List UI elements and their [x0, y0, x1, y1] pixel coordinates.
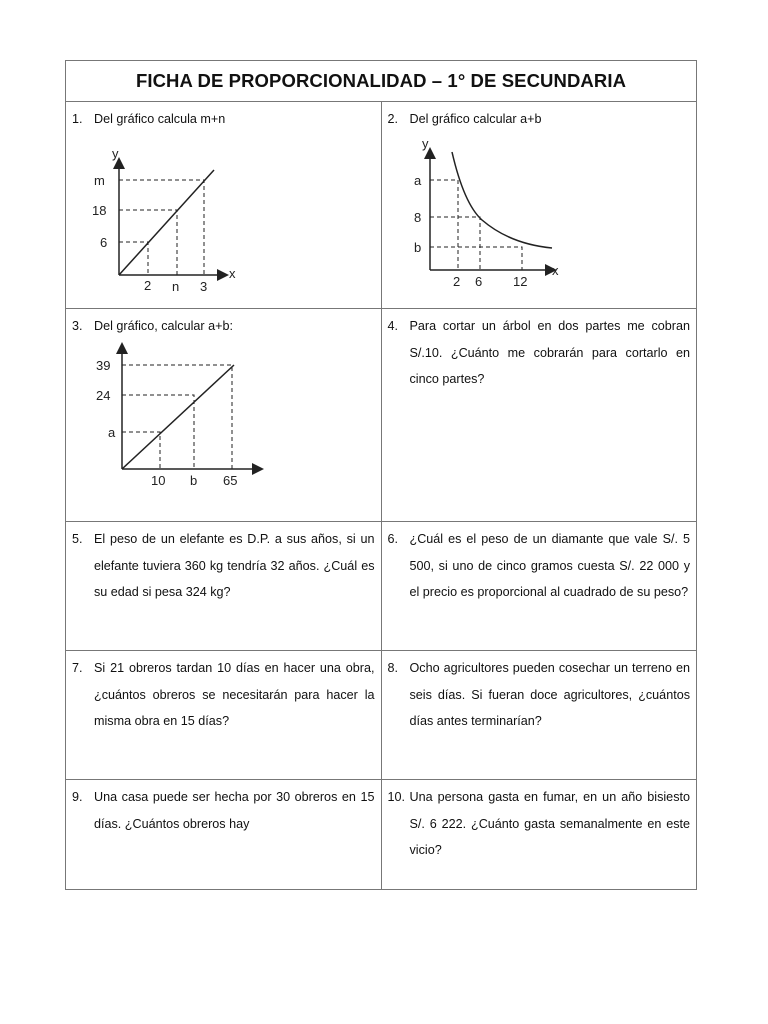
problem-text: Ocho agricultores pueden cosechar un terreno en seis días. Si fueran doce agricultores, ¿cuántos días antes terminarían? [409, 661, 690, 728]
x-tick-label: b [190, 473, 198, 488]
problem-number: 3. [72, 319, 83, 333]
problem-text: ¿Cuál es el peso de un diamante que vale S/. 5 500, si uno de cinco gramos cuesta S/. 22 000 y el precio es proporcional al cuadrado de su peso? [409, 532, 690, 599]
problem-text: Del gráfico calcular a+b [409, 112, 542, 126]
problem-number: 1. [72, 112, 83, 126]
problem-number: 10. [387, 790, 406, 804]
problem-text: Una casa puede ser hecha por 30 obreros en 15 días. ¿Cuántos obreros hay [94, 790, 375, 831]
graph1-bottom-labels [86, 130, 246, 294]
problem-text: Para cortar un árbol en dos partes me cobran S/.10. ¿Cuánto me cobrarán para cortarlo en cinco partes? [409, 319, 690, 386]
y-tick-label: m [94, 173, 105, 188]
problem-text: Del gráfico calcula m+n [94, 112, 226, 126]
y-axis-label: y [112, 146, 119, 161]
problem-text: Del gráfico, calcular a+b: [94, 319, 233, 333]
linear-graph-a-b [86, 337, 266, 487]
y-tick-label: a [413, 173, 421, 188]
problem-1 [66, 102, 382, 309]
problem-10 [381, 780, 697, 890]
problem-4 [381, 309, 697, 522]
problem-number: 8. [387, 661, 399, 675]
y-tick-label: 18 [92, 203, 107, 218]
problem-9 [66, 780, 382, 890]
x-tick-label: 10 [151, 473, 166, 488]
x-tick-label: 2 [452, 274, 460, 289]
y-tick-label: 8 [413, 210, 421, 225]
x-tick-label: 12 [512, 274, 527, 289]
y-tick-label: 24 [96, 388, 111, 403]
x-tick-label: 2 [144, 278, 152, 293]
y-tick-label: 39 [96, 358, 111, 373]
x-tick-label: n [172, 279, 180, 294]
problem-7 [66, 651, 382, 780]
worksheet [65, 60, 697, 890]
problem-text: Una persona gasta en fumar, en un año bisiesto S/. 6 222. ¿Cuánto gasta semanalmente en este vicio? [409, 790, 690, 857]
y-axis-label: y [421, 136, 428, 151]
problem-5 [66, 522, 382, 651]
problem-2 [381, 102, 697, 309]
problem-8 [381, 651, 697, 780]
worksheet-title: FICHA DE PROPORCIONALIDAD – 1° DE SECUNDARIA [66, 61, 697, 102]
y-tick-label: a [108, 425, 116, 440]
x-tick-label: 3 [200, 279, 208, 294]
problem-number: 2. [387, 112, 399, 126]
problem-number: 4. [387, 319, 399, 333]
y-tick-label: b [413, 240, 421, 255]
graph-line [122, 365, 234, 469]
problem-text: El peso de un elefante es D.P. a sus años, si un elefante tuviera 360 kg tendría 32 años. ¿Cuál es su edad si pesa 324 kg? [94, 532, 375, 599]
hyperbola-graph-a-b [402, 132, 562, 292]
problem-text: Si 21 obreros tardan 10 días en hacer una obra, ¿cuántos obreros se necesitarán para hacer la misma obra en 15 días? [94, 661, 375, 728]
x-axis-label: x [229, 266, 236, 281]
y-tick-label: 6 [100, 235, 108, 250]
x-tick-label: 65 [223, 473, 238, 488]
worksheet-table [65, 60, 697, 890]
problem-number: 7. [72, 661, 83, 675]
x-tick-label: 6 [474, 274, 482, 289]
problem-3 [66, 309, 382, 522]
x-axis-label: x [551, 263, 558, 278]
problem-number: 5. [72, 532, 83, 546]
guide-lines [430, 180, 522, 270]
problem-number: 9. [72, 790, 83, 804]
hyperbola-curve [452, 152, 552, 248]
problem-6 [381, 522, 697, 651]
problem-number: 6. [387, 532, 399, 546]
